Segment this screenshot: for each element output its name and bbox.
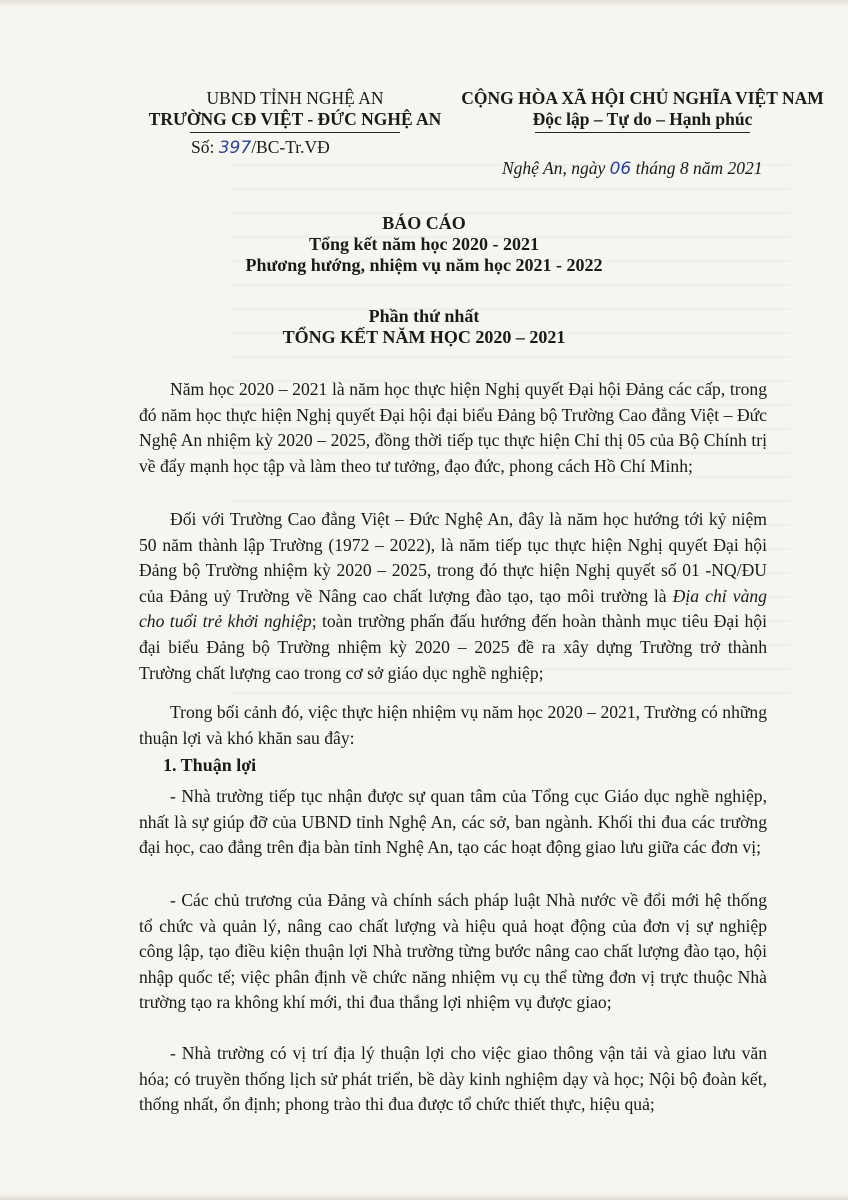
- date-suffix: tháng 8 năm 2021: [635, 158, 763, 178]
- date-line: [502, 158, 762, 179]
- paragraph-2-italic: Địa chỉ vàng cho tuổi trẻ khởi nghiệp: [139, 585, 767, 632]
- handwritten-day: 06: [609, 159, 632, 179]
- section-heading-thuan-loi: 1. Thuận lợi: [163, 755, 257, 775]
- doc-type: BÁO CÁO: [382, 213, 466, 233]
- national-motto: Độc lập – Tự do – Hạnh phúc: [532, 109, 753, 129]
- bullet-2: - Các chủ trương của Đảng và chính sách pháp luật Nhà nước về đổi mới hệ thống tổ chức và quản lý, nâng cao chất lượng và hiệu quả hoạt động của đơn vị sự nghiệp công lập, tạo điều kiện thuận lợi Nhà trường từng bước nâng cao chất lượng đào tạo, hội nhập quốc tế; việc phân định về chức năng nhiệm vụ cụ thể từng đơn vị trực thuộc Nhà trường tạo ra không khí mới, thi đua thắng lợi nhiệm vụ được giao;: [139, 890, 767, 1013]
- paragraph-2-start: Đối với Trường Cao đẳng Việt – Đức Nghệ An, đây là năm học hướng tới kỷ niệm 50 năm thành lập Trường (1972 – 2022), là năm tiếp tục thực hiện Nghị quyết Đại hội Đảng bộ Trường nhiệm kỳ 2020 – 2025, trong đó thực hiện Nghị quyết số 01 -NQ/ĐU của Đảng uỷ Trường về Nâng cao chất lượng đào tạo, tạo môi trường là: [139, 509, 767, 606]
- paragraph-1: Năm học 2020 – 2021 là năm học thực hiện Nghị quyết Đại hội Đảng các cấp, trong đó năm học thực hiện Nghị quyết Đại hội đại biểu Đảng bộ Trường Cao đẳng Việt – Đức Nghệ An nhiệm kỳ 2020 – 2025, đồng thời tiếp tục thực hiện Chỉ thị 05 của Bộ Chính trị về đẩy mạnh học tập và làm theo tư tưởng, đạo đức, phong cách Hồ Chí Minh;: [139, 379, 767, 476]
- document-number: [191, 137, 330, 158]
- country-name: CỘNG HÒA XÃ HỘI CHỦ NGHĨA VIỆT NAM: [461, 88, 824, 108]
- part-label: Phần thứ nhất: [368, 306, 480, 326]
- paragraph-2: [139, 507, 767, 686]
- date-prefix: Nghệ An, ngày: [502, 158, 606, 178]
- title-line-1: Tổng kết năm học 2020 - 2021: [308, 234, 539, 254]
- part-title: TỔNG KẾT NĂM HỌC 2020 – 2021: [282, 327, 566, 347]
- school-underline: [190, 132, 400, 133]
- title-line-2: Phương hướng, nhiệm vụ năm học 2021 - 2022: [245, 255, 603, 275]
- scan-edge-bottom: [0, 1194, 848, 1200]
- paragraph-3: Trong bối cảnh đó, việc thực hiện nhiệm vụ năm học 2020 – 2021, Trường có những thuận lợi và khó khăn sau đây:: [139, 702, 767, 748]
- number-label: Số:: [191, 137, 215, 157]
- bullet-1: - Nhà trường tiếp tục nhận được sự quan tâm của Tổng cục Giáo dục nghề nghiệp, nhất là sự giúp đỡ của UBND tỉnh Nghệ An, các sở, ban ngành. Khối thi đua các trường đại học, cao đẳng trên địa bàn tỉnh Nghệ An, tạo các hoạt động giao lưu giữa các đơn vị;: [139, 786, 767, 858]
- agency-name: UBND TỈNH NGHỆ AN: [206, 88, 384, 108]
- paragraph-2-end: ; toàn trường phấn đấu hướng đến hoàn thành mục tiêu Đại hội đại biểu Đảng bộ Trường nhiệm kỳ 2020 – 2025 đề ra xây dựng Trường trở thành Trường chất lượng cao trong cơ sở giáo dục nghề nghiệp;: [139, 611, 767, 683]
- motto-underline: [535, 132, 750, 133]
- handwritten-number: 397: [218, 138, 252, 158]
- number-suffix: /BC-Tr.VĐ: [251, 137, 330, 157]
- bullet-3: - Nhà trường có vị trí địa lý thuận lợi cho việc giao thông vận tải và giao lưu văn hóa; có truyền thống lịch sử phát triển, bề dày kinh nghiệm dạy và học; Nội bộ đoàn kết, thống nhất, ổn định; phong trào thi đua được tổ chức thiết thực, hiệu quả;: [139, 1043, 767, 1115]
- scan-edge-top: [0, 0, 848, 6]
- school-name: TRƯỜNG CĐ VIỆT - ĐỨC NGHỆ AN: [148, 109, 442, 129]
